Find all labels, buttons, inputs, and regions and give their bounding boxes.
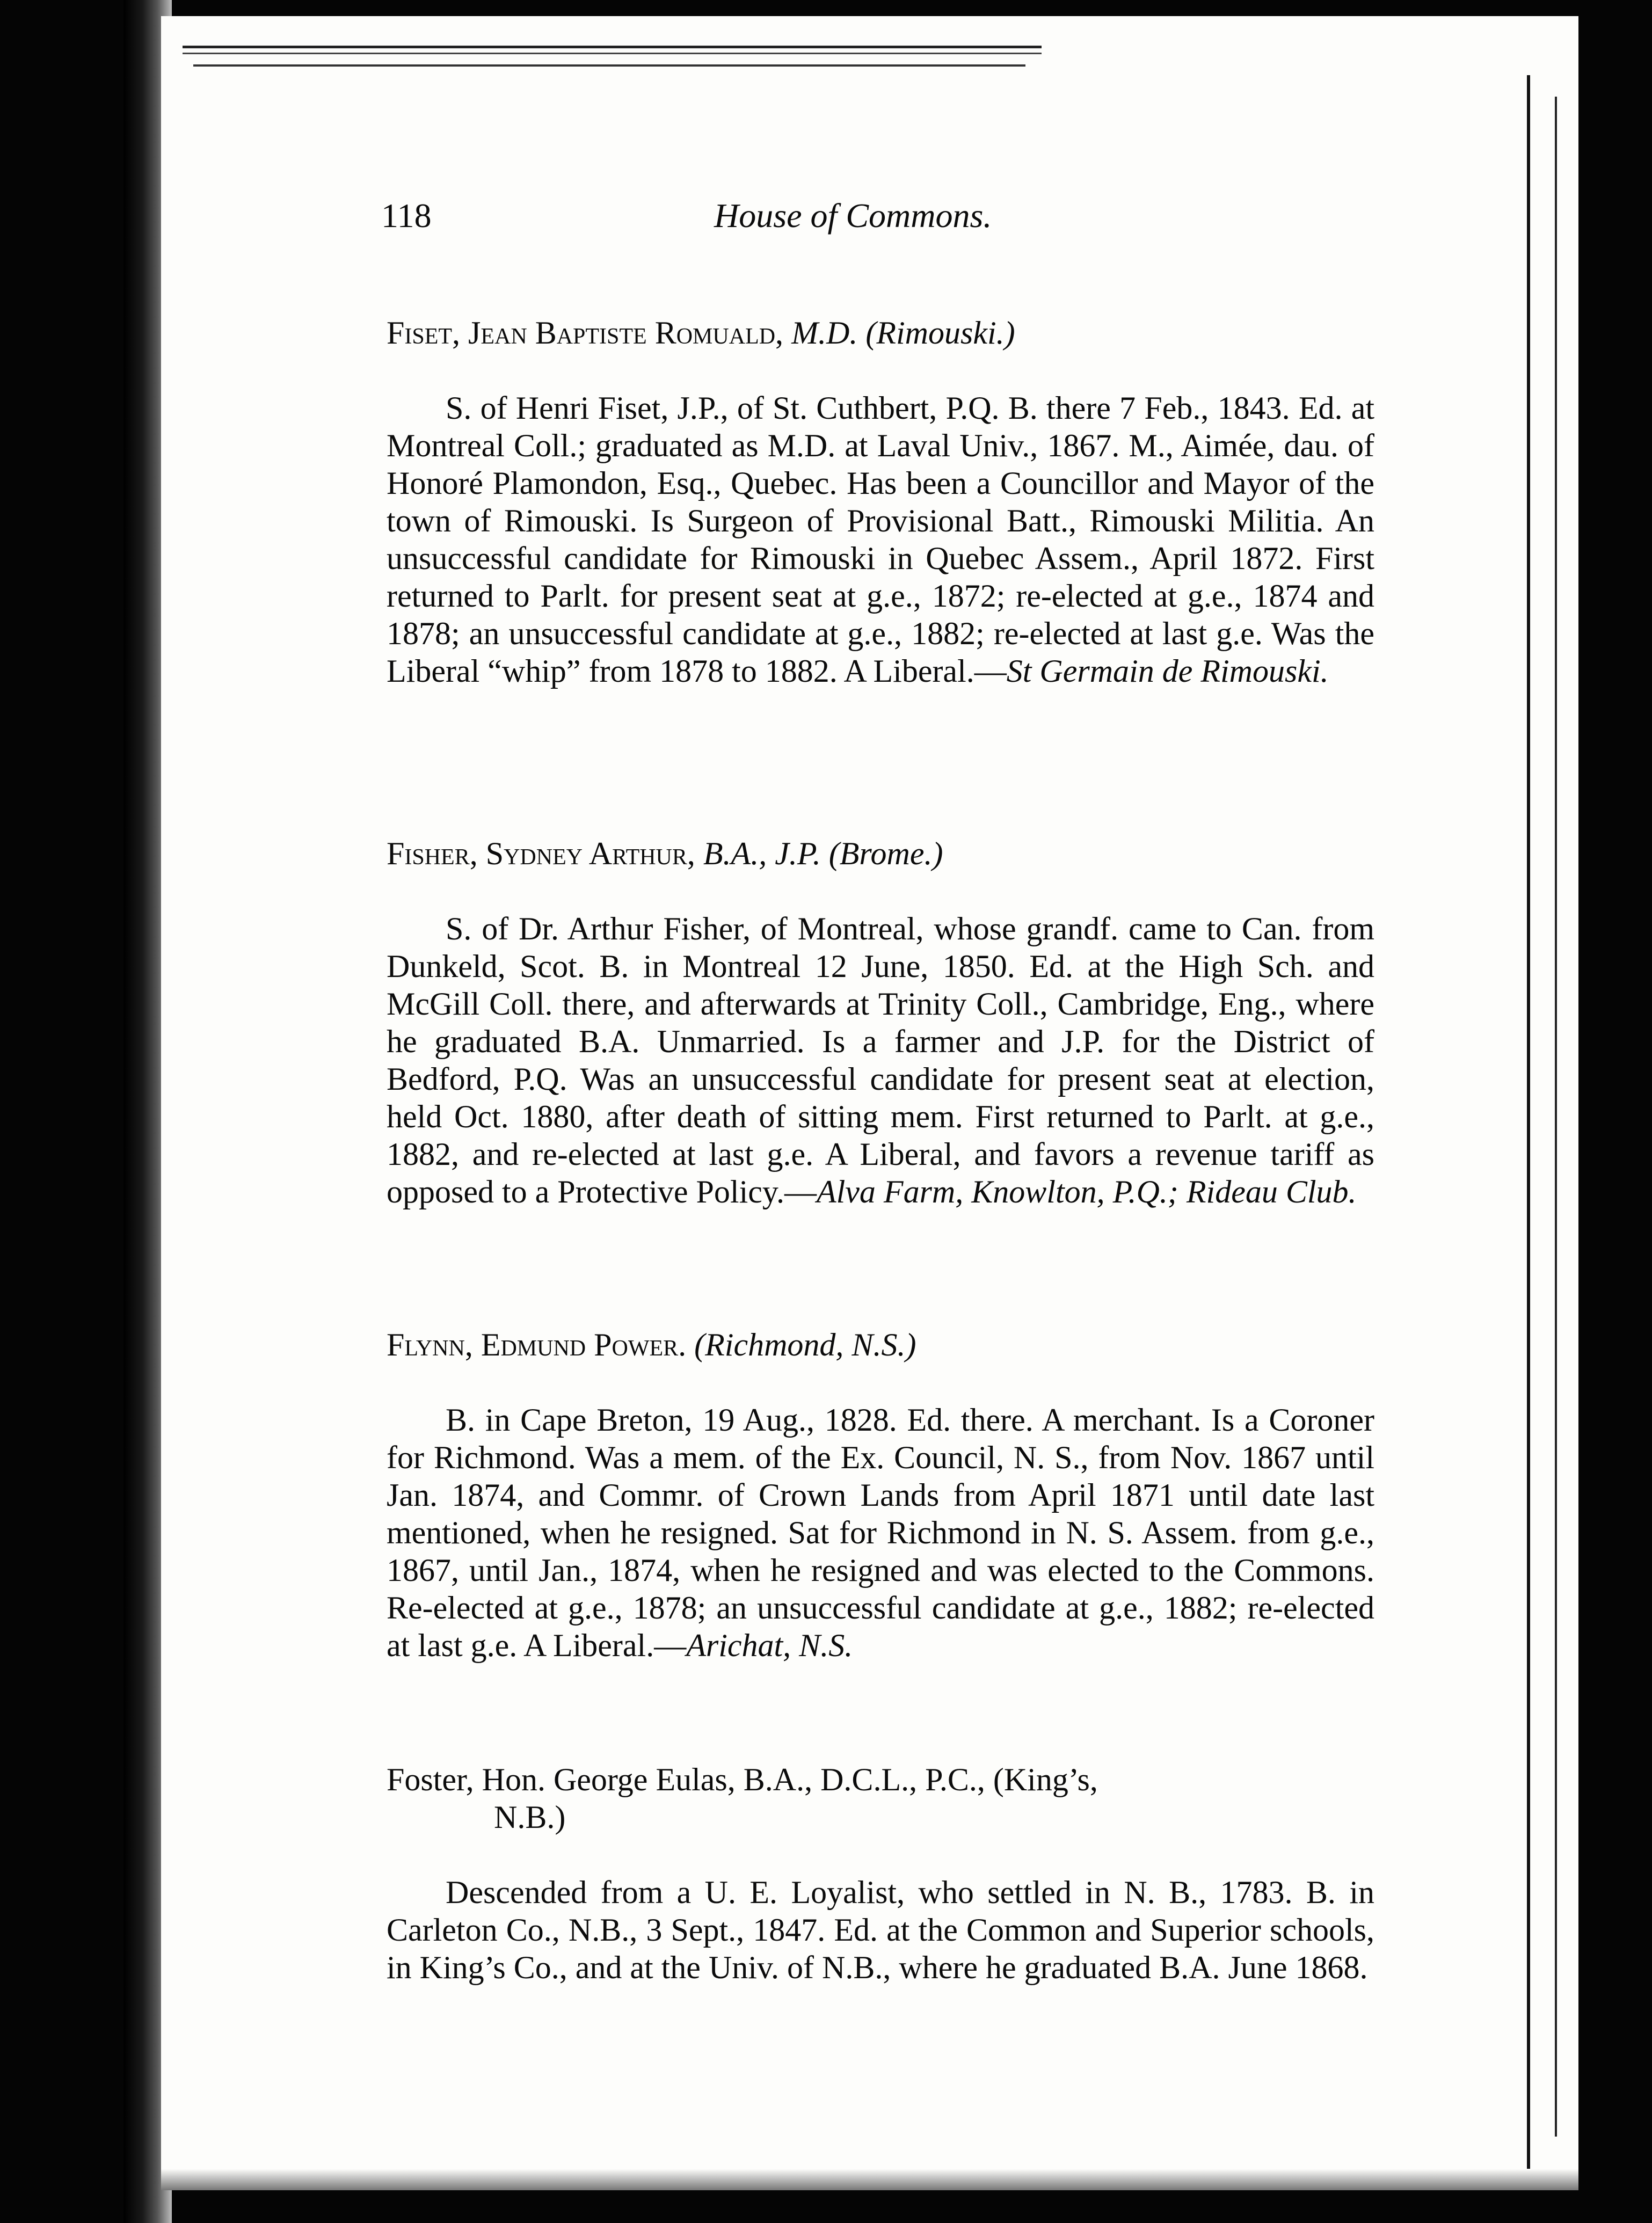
- entry-name: Flynn, Edmund Power.: [387, 1327, 687, 1362]
- entry-name: Fiset, Jean Baptiste Romuald,: [387, 315, 784, 351]
- entry-fisher: [161, 835, 1374, 1211]
- top-rule-secondary: [193, 64, 1025, 67]
- entry-heading: [161, 1326, 1144, 1364]
- page-number: 118: [381, 196, 432, 235]
- entry-constituency-cont: N.B.): [494, 1799, 566, 1835]
- entry-degree: B.A., D.C.L., P.C.,: [743, 1762, 985, 1797]
- entry-constituency: (Brome.): [828, 836, 943, 871]
- entry-degree: B.A., J.P.: [703, 836, 821, 871]
- entry-heading: [161, 1761, 1374, 1836]
- page-bottom-shadow: [161, 2169, 1578, 2190]
- entry-body: [161, 1874, 1374, 1986]
- entry-foster: [161, 1761, 1374, 1986]
- entry-body-text: S. of Dr. Arthur Fisher, of Montreal, whose grandf. came to Can. from Dunkeld, Scot. B. in Montreal 12 June, 1850. Ed. at the High Sch. and McGill Coll. there, and afterwards at Trinity Coll., Cambridge, Eng., where he graduated B.A. Unmarried. Is a farmer and J.P. for the District of Bedford, P.Q. Was an unsuccessful candidate for present seat at election, held Oct. 1880, after death of sitting mem. First returned to Parlt. at g.e., 1882, and re-elected at last g.e. A Liberal, and favors a revenue tariff as opposed to a Protective Policy.—: [387, 911, 1374, 1209]
- running-title: House of Commons.: [714, 196, 992, 235]
- entry-body: [161, 1401, 1374, 1664]
- entry-flynn: [161, 1326, 1374, 1664]
- entry-body-text: S. of Henri Fiset, J.P., of St. Cuthbert, P.Q. B. there 7 Feb., 1843. Ed. at Montreal Coll.; graduated as M.D. at Laval Univ., 1867. M., Aimée, dau. of Honoré Plamondon, Esq., Quebec. Has been a Councillor and Mayor of the town of Rimouski. Is Surgeon of Provisional Batt., Rimouski Militia. An unsuccessful candidate for Rimouski in Quebec Assem., April 1872. First returned to Parlt. for present seat at g.e., 1872; re-elected at g.e., 1874 and 1878; an unsuccessful candidate at g.e., 1882; re-elected at last g.e. Was the Liberal “whip” from 1878 to 1882. A Liberal.—: [387, 390, 1374, 689]
- entry-address: Alva Farm, Knowlton, P.Q.; Rideau Club.: [816, 1174, 1357, 1209]
- entry-honorific: Hon.: [482, 1762, 545, 1797]
- running-head: [381, 196, 1240, 244]
- entry-name-rest: George Eulas,: [553, 1762, 736, 1797]
- entry-constituency: (Richmond, N.S.): [694, 1327, 916, 1362]
- entry-name: Foster,: [387, 1762, 474, 1797]
- page-edge-right: [1527, 75, 1530, 2169]
- entry-fiset: [161, 314, 1374, 690]
- entry-constituency: (Rimouski.): [865, 315, 1015, 351]
- entry-body-text: Descended from a U. E. Loyalist, who settled in N. B., 1783. B. in Carleton Co., N.B., 3 Sept., 1847. Ed. at the Common and Superior schools, in King’s Co., and at the Univ. of N.B., where he graduated B.A. June 1868.: [387, 1875, 1374, 1985]
- entry-heading: [161, 314, 1144, 352]
- entry-body: [161, 910, 1374, 1211]
- entry-name: Fisher, Sydney Arthur,: [387, 836, 695, 871]
- entry-body-text: B. in Cape Breton, 19 Aug., 1828. Ed. there. A merchant. Is a Coroner for Richmond. Was a mem. of the Ex. Council, N. S., from Nov. 1867 until Jan. 1874, and Commr. of Crown Lands from April 1871 until date last mentioned, when he resigned. Sat for Richmond in N. S. Assem. from g.e., 1867, until Jan., 1874, when he resigned and was elected to the Commons. Re-elected at g.e., 1878; an unsuccessful candidate at g.e., 1882; re-elected at last g.e. A Liberal.—: [387, 1402, 1374, 1663]
- entry-constituency: (King’s,: [993, 1762, 1098, 1797]
- entry-body: [161, 389, 1374, 690]
- entry-address: St Germain de Rimouski.: [1006, 653, 1329, 689]
- page-edge-right-outer: [1555, 97, 1557, 2137]
- entry-heading: [161, 835, 1144, 872]
- entry-degree: M.D.: [791, 315, 858, 351]
- entry-address: Arichat, N.S.: [686, 1628, 853, 1663]
- book-page: [161, 16, 1578, 2190]
- top-rule: [183, 46, 1042, 54]
